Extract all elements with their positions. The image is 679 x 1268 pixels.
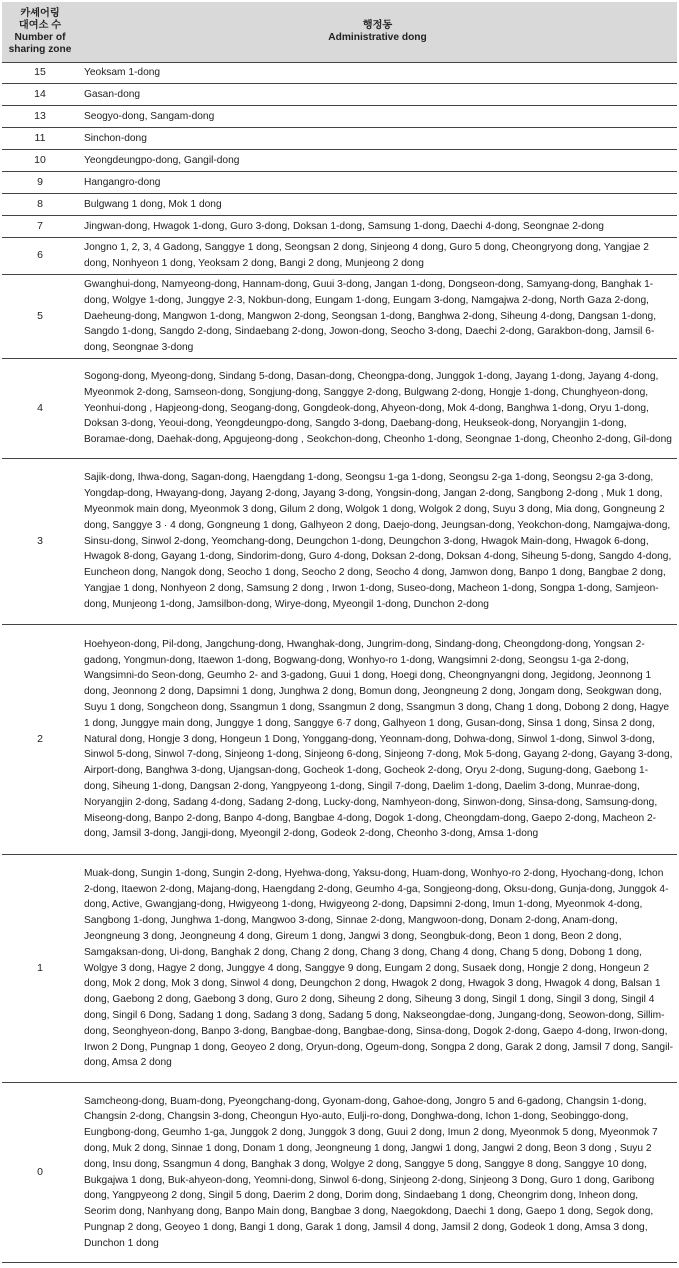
table-row: [2, 238, 677, 275]
row-count: 2: [2, 625, 78, 855]
row-count: 15: [2, 63, 78, 84]
row-dongs: Jingwan-dong, Hwagok 1-dong, Guro 3-dong, Doksan 1-dong, Samsung 1-dong, Daechi 4-dong, Seongnae 2-dong: [78, 216, 677, 238]
row-count: 7: [2, 216, 78, 238]
row-dongs: Sajik-dong, Ihwa-dong, Sagan-dong, Haengdang 1-dong, Seongsu 1-ga 1-dong, Seongsu 2-ga 1-dong, Seongsu 2-ga 3-dong, Yongdap-dong, Hwayang-dong, Jayang 2-dong, Jayang 3-dong, Yongsin-dong, Jangan 2-dong, Sangbong 2-dong , Muk 1 dong, Myeonmok main dong, Myeonmok 3 dong, Gilum 2 dong, Wolgok 1 dong, Wolgok 2 dong, Suyu 3 dong, Mia dong, Gongneung 2 dong, Sanggye 3 · 4 dong, Gongneung 1 dong, Galhyeon 2 dong, Daejo-dong, Jeungsan-dong, Yeokchon-dong, Namgajwa-dong, Sinsu-dong, Sinwol 2-dong, Yeomchang-dong, Deungchon 1-dong, Deungchon 3-dong, Hwagok Main-dong, Hwagok 6-dong, Hwagok 8-dong, Gayang 1-dong, Sindorim-dong, Guro 4-dong, Doksan 2-dong, Doksan 4-dong, Siheung 5-dong, Sangdo 4-dong, Euncheon dong, Nangok dong, Seocho 1 dong, Seocho 2 dong, Seocho 4 dong, Jamwon dong, Banpo 1 dong, Bangbae 2 dong, Yangjae 1 dong, Nonhyeon 2 dong, Samsung 2 dong , Irwon 1-dong, Suseo-dong, Macheon 1-dong, Songpa 1-dong, Samjeon-dong, Munjeong 1-dong, Jamsilbon-dong, Wirye-dong, Myeongil 1-dong, Dunchon 2-dong: [78, 459, 677, 625]
row-dongs: Gwanghui-dong, Namyeong-dong, Hannam-dong, Guui 3-dong, Jangan 1-dong, Dongseon-dong, Samyang-dong, Banghak 1-dong, Wolgye 1-dong, Junggye 2·3, Nokbun-dong, Eungam 1-dong, Eungam 3-dong, Namgajwa 2-dong, North Gaza 2-dong, Daeheung-dong, Mangwon 1-dong, Mangwon 2-dong, Seongsan 1-dong, Banghwa 2-dong, Siheung 4-dong, Dangsan 1-dong, Sangdo 1-dong, Sangdo 2-dong, Sindaebang 2-dong, Jowon-dong, Seocho 3-dong, Daechi 2-dong, Garakbon-dong, Jamsil 6-dong, Seongnae 3-dong: [78, 275, 677, 359]
header-sharing-zone-count: 카셰어링 대여소 수 Number of sharing zone: [2, 2, 78, 63]
row-dongs: Bulgwang 1 dong, Mok 1 dong: [78, 194, 677, 216]
table-row: [2, 150, 677, 172]
row-dongs: Yeongdeungpo-dong, Gangil-dong: [78, 150, 677, 172]
table-header-row: [2, 2, 677, 63]
row-count: 8: [2, 194, 78, 216]
table-row: [2, 459, 677, 625]
table-row: [2, 172, 677, 194]
row-count: 5: [2, 275, 78, 359]
table-row: [2, 63, 677, 84]
sharing-zone-table: [2, 2, 677, 1263]
row-dongs: Hangangro-dong: [78, 172, 677, 194]
table-row: [2, 84, 677, 106]
table-row: [2, 216, 677, 238]
row-dongs: Muak-dong, Sungin 1-dong, Sungin 2-dong, Hyehwa-dong, Yaksu-dong, Huam-dong, Wonhyo-ro 2-dong, Hyochang-dong, Ichon 2-dong, Itaewon 2-dong, Majang-dong, Haengdang 2-dong, Geumho 4-ga, Songjeong-dong, Oksu-dong, Gunja-dong, Junggok 4-dong, Active, Gwangjang-dong, Hwigyeong 1-dong, Hwigyeong 2-dong, Dapsimni 2-dong, Imun 1-dong, Myeonmok 4-dong, Sangbong 1-dong, Junghwa 1-dong, Mangwoo 3-dong, Sinnae 2-dong, Mangwoon-dong, Donam 2-dong, Anam-dong, Jeongneung 3 dong, Jeongneung 4 dong, Gireum 1 dong, Jangwi 3 dong, Seongbuk-dong, Beon 1 dong, Beon 2 dong, Samgaksan-dong, Ui-dong, Banghak 2 dong, Chang 2 dong, Chang 3 dong, Chang 4 dong, Chang 5 dong, Dobong 1 dong, Wolgye 3 dong, Hagye 2 dong, Junggye 4 dong, Sanggye 9 dong, Eungam 2 dong, Susaek dong, Hongje 2 dong, Hongeun 2 dong, Mok 2 dong, Mok 3 dong, Sinwol 4 dong, Deungchon 2 dong, Hwagok 2 dong, Hwagok 3 dong, Hwagok 4 dong, Balsan 1 dong, Gaebong 2 dong, Gaebong 3 dong, Guro 2 dong, Siheung 2 dong, Siheung 3 dong, Singil 1 dong, Singil 3 dong, Singil 4 dong, Singil 6 Dong, Sadang 1 dong, Sadang 3 dong, Sadang 5 dong, Nakseongdae-dong, Jungang-dong, Seowon-dong, Sillim-dong, Seonghyeon-dong, Banpo 3-dong, Bangbae-dong, Bangbae-dong, Sinsa-dong, Dogok 2-dong, Gaepo 4-dong, Irwon-dong, Irwon 2 Dong, Pungnap 1 dong, Geoyeo 2 dong, Oryun-dong, Ogeum-dong, Songpa 2 dong, Garak 2 dong, Jamsil 7 dong, Sangil-dong, Amsa 2 dong: [78, 855, 677, 1083]
table-row: [2, 194, 677, 216]
row-count: 13: [2, 106, 78, 128]
row-dongs: Gasan-dong: [78, 84, 677, 106]
row-dongs: Jongno 1, 2, 3, 4 Gadong, Sanggye 1 dong, Seongsan 2 dong, Sinjeong 4 dong, Guro 5 dong, Cheongryong dong, Yangjae 2 dong, Nonhyeon 1 dong, Yeoksam 2 dong, Bangi 2 dong, Munjeong 2 dong: [78, 238, 677, 275]
table-row: [2, 359, 677, 459]
row-count: 6: [2, 238, 78, 275]
row-dongs: Sinchon-dong: [78, 128, 677, 150]
row-dongs: Samcheong-dong, Buam-dong, Pyeongchang-dong, Gyonam-dong, Gahoe-dong, Jongro 5 and 6-gadong, Changsin 1-dong, Changsin 2-dong, Changsin 3-dong, Cheongun Hyo-auto, Eulji-ro-dong, Donghwa-dong, Ichon 1-dong, Seobinggo-dong, Eungbong-dong, Geumho 1-ga, Junggok 2 dong, Junggok 3 dong, Guui 2 dong, Imun 2 dong, Myeonmok 5 dong, Myeonmok 7 dong, Muk 2 dong, Sinnae 1 dong, Donam 1 dong, Jeongneung 1 dong, Jangwi 1 dong, Jangwi 2 dong, Beon 3 dong , Suyu 2 dong, Insu dong, Ssangmun 4 dong, Banghak 3 dong, Wolgye 2 dong, Sanggye 5 dong, Sanggye 8 dong, Sanggye 10 dong, Bukgajwa 1 dong, Buk-ahyeon-dong, Yeomni-dong, Sinwol 6-dong, Sinjeong 2-dong, Sinjeong 3 Dong, Guro 1 dong, Garibong dong, Yangpyeong 2 dong, Singil 5 dong, Daerim 2 dong, Dorim dong, Sindaebang 1 dong, Cheongrim dong, Inheon dong, Seorim dong, Nanhyang dong, Banpo Main dong, Bangbae 3 dong, Naegokdong, Daechi 1 dong, Gaepo 1 dong, Segok dong, Pungnap 2 dong, Geoyeo 1 dong, Bangi 1 dong, Garak 1 dong, Jamsil 4 dong, Jamsil 2 dong, Godeok 1 dong, Amsa 3 dong, Dunchon 1 dong: [78, 1083, 677, 1263]
row-count: 1: [2, 855, 78, 1083]
row-count: 3: [2, 459, 78, 625]
row-count: 11: [2, 128, 78, 150]
row-count: 14: [2, 84, 78, 106]
row-dongs: Hoehyeon-dong, Pil-dong, Jangchung-dong, Hwanghak-dong, Jungrim-dong, Sindang-dong, Cheongdong-dong, Yongsan 2-gadong, Yongmun-dong, Itaewon 1-dong, Bogwang-dong, Wonhyo-ro 1-dong, Wangsimni 2-dong, Seongsu 1-ga 2-dong, Wangsimni-do Seon-dong, Geumho 2- and 3-gadong, Guui 1 dong, Hoegi dong, Cheongnyangni dong, Jegidong, Jeonnong 1 dong, Jeonnong 2 dong, Dapsimni 1 dong, Junghwa 2 dong, Bomun dong, Jeongneung 2 dong, Jongam dong, Seokgwan dong, Suyu 1 dong, Songcheon dong, Ssangmun 1 dong, Ssangmun 2 dong, Ssangmun 3 dong, Chang 1 dong, Dobong 2 dong, Hagye 1 dong, Junggye main dong, Junggye 1 dong, Sanggye 6·7 dong, Galhyeon 1 dong, Gusan-dong, Sinsa 1 dong, Sinsa 2 dong, Natural dong, Hongje 3 dong, Hongeun 1 Dong, Yonggang-dong, Yeonnam-dong, Dohwa-dong, Sinwol 1-dong, Sinwol 3-dong, Sinwol 5-dong, Sinwol 7-dong, Sinjeong 1-dong, Sinjeong 6-dong, Sinjeong 7-dong, Mok 5-dong, Gayang 2-dong, Gayang 3-dong, Airport-dong, Banghwa 3-dong, Ujangsan-dong, Gocheok 1-dong, Gocheok 2-dong, Oryu 2-dong, Sugung-dong, Gaebong 1-dong, Siheung 1-dong, Dangsan 2-dong, Yangpyeong 1-dong, Singil 7-dong, Daelim 1-dong, Daelim 3-dong, Munrae-dong, Noryangjin 2-dong, Sadang 4-dong, Sadang 2-dong, Lucky-dong, Namhyeon-dong, Sinwon-dong, Sinsa-dong, Samsung-dong, Miseong-dong, Banpo 2-dong, Banpo 4-dong, Bangbae 4-dong, Dogok 1-dong, Cheongdam-dong, Gaepo 2-dong, Macheon 2-dong, Jamsil 3-dong, Jangji-dong, Myeongil 2-dong, Godeok 2-dong, Cheonho 3-dong, Amsa 1-dong: [78, 625, 677, 855]
row-dongs: Yeoksam 1-dong: [78, 63, 677, 84]
row-dongs: Sogong-dong, Myeong-dong, Sindang 5-dong, Dasan-dong, Cheongpa-dong, Junggok 1-dong, Jayang 1-dong, Jayang 4-dong, Myeonmok 2-dong, Samseon-dong, Songjung-dong, Sanggye 2-dong, Bulgwang 2-dong, Hongje 1-dong, Chunghyeon-dong, Yeonhui-dong , Hapjeong-dong, Seogang-dong, Gongdeok-dong, Ahyeon-dong, Mok 4-dong, Banghwa 1-dong, Oryu 1-dong, Doksan 3-dong, Yeoui-dong, Yeongdeungpo-dong, Sangdo 3-dong, Daebang-dong, Heukseok-dong, Noryangjin 1-dong, Boramae-dong, Daehak-dong, Apgujeong-dong , Seokchon-dong, Cheonho 1-dong, Seongnae 1-dong, Cheonho 2-dong, Gil-dong: [78, 359, 677, 459]
row-dongs: Seogyo-dong, Sangam-dong: [78, 106, 677, 128]
table-row: [2, 106, 677, 128]
table-row: [2, 625, 677, 855]
row-count: 9: [2, 172, 78, 194]
row-count: 0: [2, 1083, 78, 1263]
table-row: [2, 1083, 677, 1263]
table-row: [2, 855, 677, 1083]
row-count: 10: [2, 150, 78, 172]
table-row: [2, 128, 677, 150]
row-count: 4: [2, 359, 78, 459]
header-administrative-dong: 행정동 Administrative dong: [78, 2, 677, 63]
table-row: [2, 275, 677, 359]
